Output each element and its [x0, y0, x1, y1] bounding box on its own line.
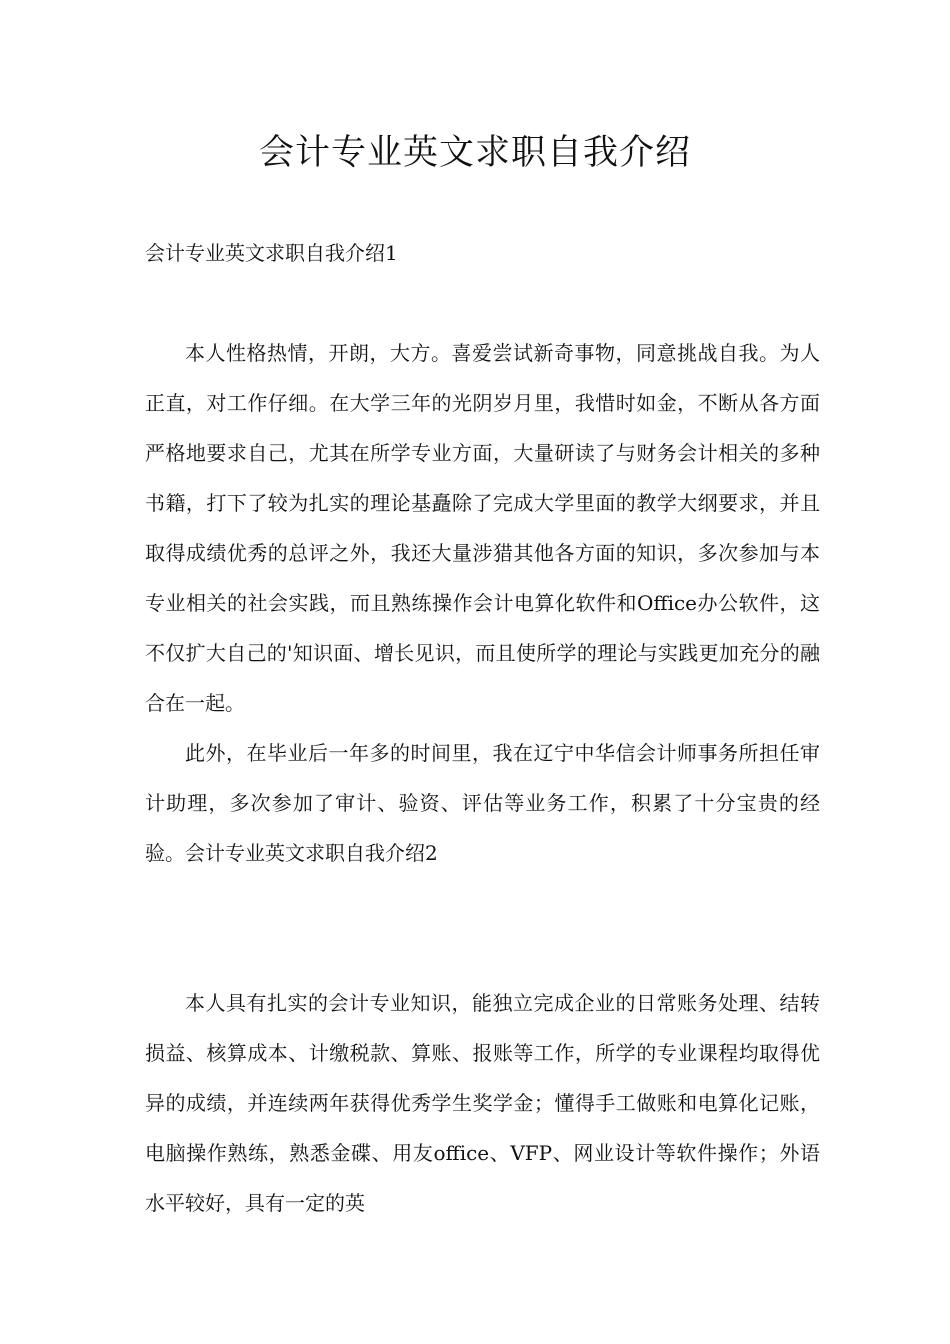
paragraph: 本人性格热情，开朗，大方。喜爱尝试新奇事物，同意挑战自我。为人正直，对工作仔细。在大学三年的光阴岁月里，我惜时如金，不断从各方面严格地要求自己，尤其在所学专业方面，大量研读了与财务会计相关的多种书籍，打下了较为扎实的理论基矗除了完成大学里面的教学大纲要求，并且取得成绩优秀的总评之外，我还大量涉猎其他各方面的知识，多次参加与本专业相关的社会实践，而且熟练操作会计电算化软件和Office办公软件，这不仅扩大自己的'知识面、增长见识，而且使所学的理论与实践更加充分的融合在一起。: [145, 341, 820, 715]
paragraph: 此外，在毕业后一年多的时间里，我在辽宁中华信会计师事务所担任审计助理，多次参加了审计、验资、评估等业务工作，积累了十分宝贵的经验。会计专业英文求职自我介绍2: [145, 741, 820, 865]
section-heading: 会计专业英文求职自我介绍1: [145, 241, 398, 265]
document-title: 会计专业英文求职自我介绍: [258, 133, 691, 173]
section-2-body: [145, 978, 820, 1228]
section-1-body: [145, 328, 820, 878]
paragraph: 本人具有扎实的会计专业知识，能独立完成企业的日常账务处理、结转损益、核算成本、计缴税款、算账、报账等工作，所学的专业课程均取得优异的成绩，并连续两年获得优秀学生奖学金；懂得手工做账和电算化记账，电脑操作熟练，熟悉金碟、用友office、VFP、网业设计等软件操作；外语水平较好，具有一定的英: [145, 991, 820, 1215]
